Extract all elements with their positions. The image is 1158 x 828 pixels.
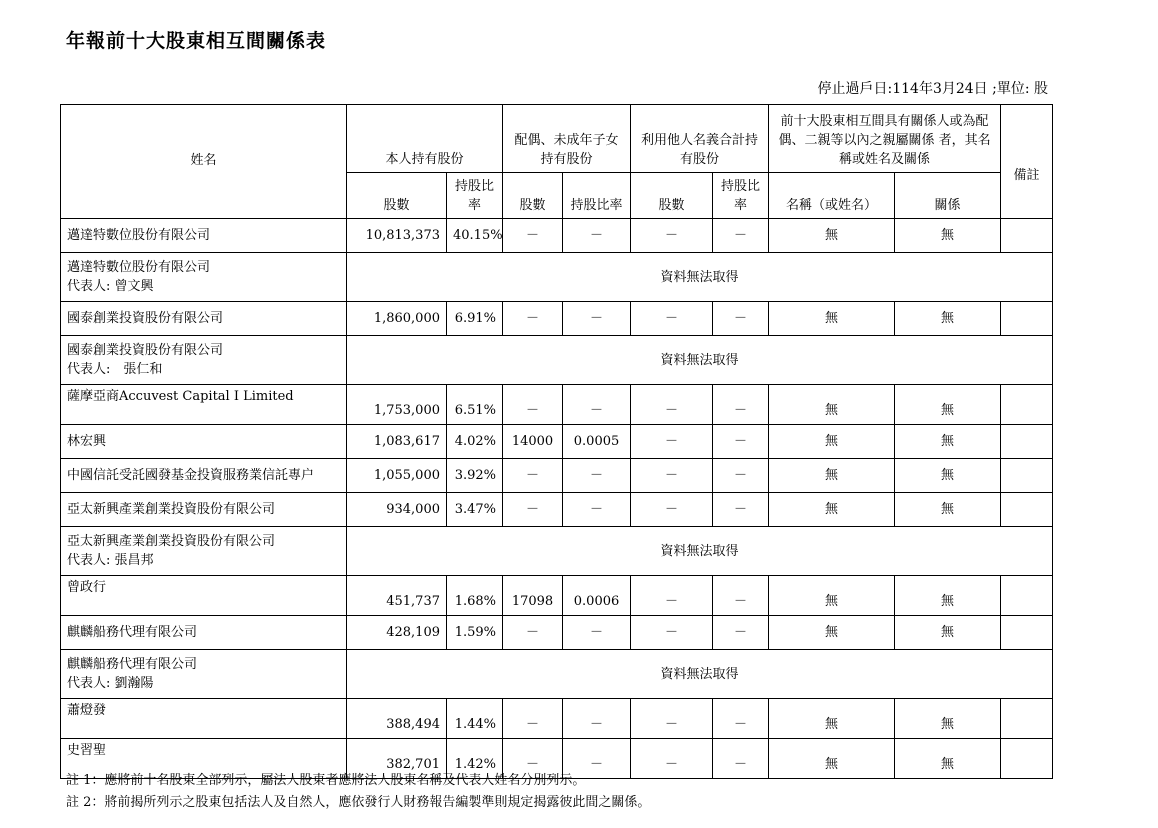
relation-name: 無 xyxy=(769,219,895,253)
header-name: 姓名 xyxy=(61,105,347,219)
spouse-shares: － xyxy=(503,739,563,779)
spouse-ratio: 0.0006 xyxy=(563,576,631,616)
relation-type: 無 xyxy=(895,576,1001,616)
remark-cell xyxy=(1001,302,1053,336)
footnotes xyxy=(66,770,650,814)
table-row xyxy=(61,576,1053,616)
table-row xyxy=(61,219,1053,253)
own-shares: 1,083,617 xyxy=(347,425,447,459)
own-shares: 1,055,000 xyxy=(347,459,447,493)
representative-row xyxy=(61,253,1053,302)
relation-type: 無 xyxy=(895,385,1001,425)
header-nominee-ratio: 持股比率 xyxy=(713,173,769,219)
table-row xyxy=(61,385,1053,425)
relation-name: 無 xyxy=(769,576,895,616)
shareholder-name: 林宏興 xyxy=(61,425,347,459)
relation-name: 無 xyxy=(769,385,895,425)
remark-cell xyxy=(1001,219,1053,253)
header-relation: 前十大股東相互間具有關係人或為配偶、二親等以內之親屬關係 者，其名稱或姓名及關係 xyxy=(769,105,1001,173)
representative-row xyxy=(61,336,1053,385)
relation-type: 無 xyxy=(895,616,1001,650)
nominee-shares: － xyxy=(631,385,713,425)
own-ratio: 1.44% xyxy=(447,699,503,739)
spouse-shares: － xyxy=(503,616,563,650)
nominee-shares: － xyxy=(631,739,713,779)
relation-type: 無 xyxy=(895,739,1001,779)
spouse-shares: － xyxy=(503,385,563,425)
nominee-shares: － xyxy=(631,576,713,616)
shareholder-name: 史習聖 xyxy=(61,739,347,779)
shareholder-name: 亞太新興產業創業投資股份有限公司 xyxy=(61,493,347,527)
remark-cell xyxy=(1001,425,1053,459)
spouse-ratio: － xyxy=(563,219,631,253)
footnote-1: 註 1：應將前十名股東全部列示，屬法人股東者應將法人股東名稱及代表人姓名分別列示。 xyxy=(66,773,586,788)
company-name: 邁達特數位股份有限公司 xyxy=(67,260,211,275)
representative-name: 代表人: 張仁和 xyxy=(67,362,163,377)
shareholder-name: 邁達特數位股份有限公司 xyxy=(61,219,347,253)
nominee-ratio: － xyxy=(713,739,769,779)
spouse-ratio: － xyxy=(563,302,631,336)
remark-cell xyxy=(1001,385,1053,425)
own-shares: 10,813,373 xyxy=(347,219,447,253)
record-date-unit: 停止過戶日:114年3月24日 ;單位: 股 xyxy=(817,81,1048,97)
relation-type: 無 xyxy=(895,219,1001,253)
company-name: 亞太新興產業創業投資股份有限公司 xyxy=(67,534,276,549)
nominee-shares: － xyxy=(631,459,713,493)
remark-cell xyxy=(1001,699,1053,739)
table-row xyxy=(61,616,1053,650)
table-row xyxy=(61,425,1053,459)
nominee-shares: － xyxy=(631,302,713,336)
company-name: 國泰創業投資股份有限公司 xyxy=(67,343,224,358)
header-rel-name: 名稱（或姓名） xyxy=(769,173,895,219)
spouse-shares: － xyxy=(503,302,563,336)
relation-name: 無 xyxy=(769,699,895,739)
spouse-shares: － xyxy=(503,459,563,493)
spouse-shares: 14000 xyxy=(503,425,563,459)
table-row xyxy=(61,493,1053,527)
nominee-ratio: － xyxy=(713,425,769,459)
own-shares: 451,737 xyxy=(347,576,447,616)
representative-name: 代表人: 劉瀚陽 xyxy=(67,676,154,691)
shareholder-name: 國泰創業投資股份有限公司 xyxy=(61,302,347,336)
representative-name: 代表人: 曾文興 xyxy=(67,279,154,294)
company-name: 麒麟船務代理有限公司 xyxy=(67,657,198,672)
relation-type: 無 xyxy=(895,493,1001,527)
nominee-ratio: － xyxy=(713,385,769,425)
nominee-ratio: － xyxy=(713,493,769,527)
shareholders-table xyxy=(60,104,1053,779)
own-shares: 428,109 xyxy=(347,616,447,650)
shareholder-name xyxy=(61,253,347,302)
nominee-ratio: － xyxy=(713,219,769,253)
shareholder-name: 薩摩亞商Accuvest Capital I Limited xyxy=(61,385,347,425)
remark-cell xyxy=(1001,616,1053,650)
nominee-ratio: － xyxy=(713,302,769,336)
nominee-ratio: － xyxy=(713,699,769,739)
spouse-ratio: － xyxy=(563,493,631,527)
table-row xyxy=(61,302,1053,336)
representative-name: 代表人: 張昌邦 xyxy=(67,553,154,568)
own-ratio: 6.91% xyxy=(447,302,503,336)
data-unavailable: 資料無法取得 xyxy=(347,527,1053,576)
data-unavailable: 資料無法取得 xyxy=(347,336,1053,385)
nominee-shares: － xyxy=(631,616,713,650)
relation-name: 無 xyxy=(769,493,895,527)
spouse-shares: － xyxy=(503,699,563,739)
header-own-shares: 本人持有股份 xyxy=(347,105,503,173)
shareholder-name xyxy=(61,650,347,699)
own-ratio: 1.59% xyxy=(447,616,503,650)
representative-row xyxy=(61,527,1053,576)
page-title: 年報前十大股東相互間關係表 xyxy=(66,30,327,52)
nominee-shares: － xyxy=(631,425,713,459)
header-spouse-shares: 配偶、未成年子女持有股份 xyxy=(503,105,631,173)
own-ratio: 1.68% xyxy=(447,576,503,616)
own-shares: 388,494 xyxy=(347,699,447,739)
table-row xyxy=(61,459,1053,493)
data-unavailable: 資料無法取得 xyxy=(347,253,1053,302)
nominee-ratio: － xyxy=(713,616,769,650)
own-shares: 1,753,000 xyxy=(347,385,447,425)
spouse-shares: － xyxy=(503,493,563,527)
nominee-ratio: － xyxy=(713,459,769,493)
remark-cell xyxy=(1001,576,1053,616)
relation-name: 無 xyxy=(769,739,895,779)
own-shares: 934,000 xyxy=(347,493,447,527)
spouse-shares: 17098 xyxy=(503,576,563,616)
spouse-ratio: － xyxy=(563,385,631,425)
shareholder-name: 蕭燈發 xyxy=(61,699,347,739)
shareholder-name: 中國信託受託國發基金投資服務業信託專户 xyxy=(61,459,347,493)
own-shares: 1,860,000 xyxy=(347,302,447,336)
relation-name: 無 xyxy=(769,459,895,493)
header-own-count: 股數 xyxy=(347,173,447,219)
header-rel-relation: 關係 xyxy=(895,173,1001,219)
header-nominee-shares: 利用他人名義合計持有股份 xyxy=(631,105,769,173)
spouse-ratio: － xyxy=(563,616,631,650)
spouse-ratio: － xyxy=(563,699,631,739)
remark-cell xyxy=(1001,739,1053,779)
representative-row xyxy=(61,650,1053,699)
header-spouse-ratio: 持股比率 xyxy=(563,173,631,219)
own-ratio: 3.47% xyxy=(447,493,503,527)
nominee-shares: － xyxy=(631,493,713,527)
nominee-shares: － xyxy=(631,699,713,739)
remark-cell xyxy=(1001,493,1053,527)
spouse-ratio: － xyxy=(563,739,631,779)
own-ratio: 6.51% xyxy=(447,385,503,425)
shareholder-name: 曾政行 xyxy=(61,576,347,616)
relation-type: 無 xyxy=(895,425,1001,459)
header-spouse-count: 股數 xyxy=(503,173,563,219)
header-remark: 備註 xyxy=(1001,105,1053,219)
spouse-ratio: － xyxy=(563,459,631,493)
header-nominee-count: 股數 xyxy=(631,173,713,219)
nominee-ratio: － xyxy=(713,576,769,616)
own-ratio: 3.92% xyxy=(447,459,503,493)
header-own-ratio: 持股比率 xyxy=(447,173,503,219)
relation-type: 無 xyxy=(895,459,1001,493)
relation-name: 無 xyxy=(769,616,895,650)
shareholder-name xyxy=(61,527,347,576)
shareholder-name: 麒麟船務代理有限公司 xyxy=(61,616,347,650)
remark-cell xyxy=(1001,459,1053,493)
own-ratio: 1.42% xyxy=(447,739,503,779)
relation-name: 無 xyxy=(769,425,895,459)
shareholder-name xyxy=(61,336,347,385)
relation-type: 無 xyxy=(895,699,1001,739)
footnote-2: 註 2：將前揭所列示之股東包括法人及自然人，應依發行人財務報告編製準則規定揭露彼此間之關係。 xyxy=(66,795,651,810)
spouse-shares: － xyxy=(503,219,563,253)
own-shares: 382,701 xyxy=(347,739,447,779)
spouse-ratio: 0.0005 xyxy=(563,425,631,459)
nominee-shares: － xyxy=(631,219,713,253)
data-unavailable: 資料無法取得 xyxy=(347,650,1053,699)
table-row xyxy=(61,699,1053,739)
own-ratio: 4.02% xyxy=(447,425,503,459)
own-ratio: 40.15% xyxy=(447,219,503,253)
relation-type: 無 xyxy=(895,302,1001,336)
relation-name: 無 xyxy=(769,302,895,336)
